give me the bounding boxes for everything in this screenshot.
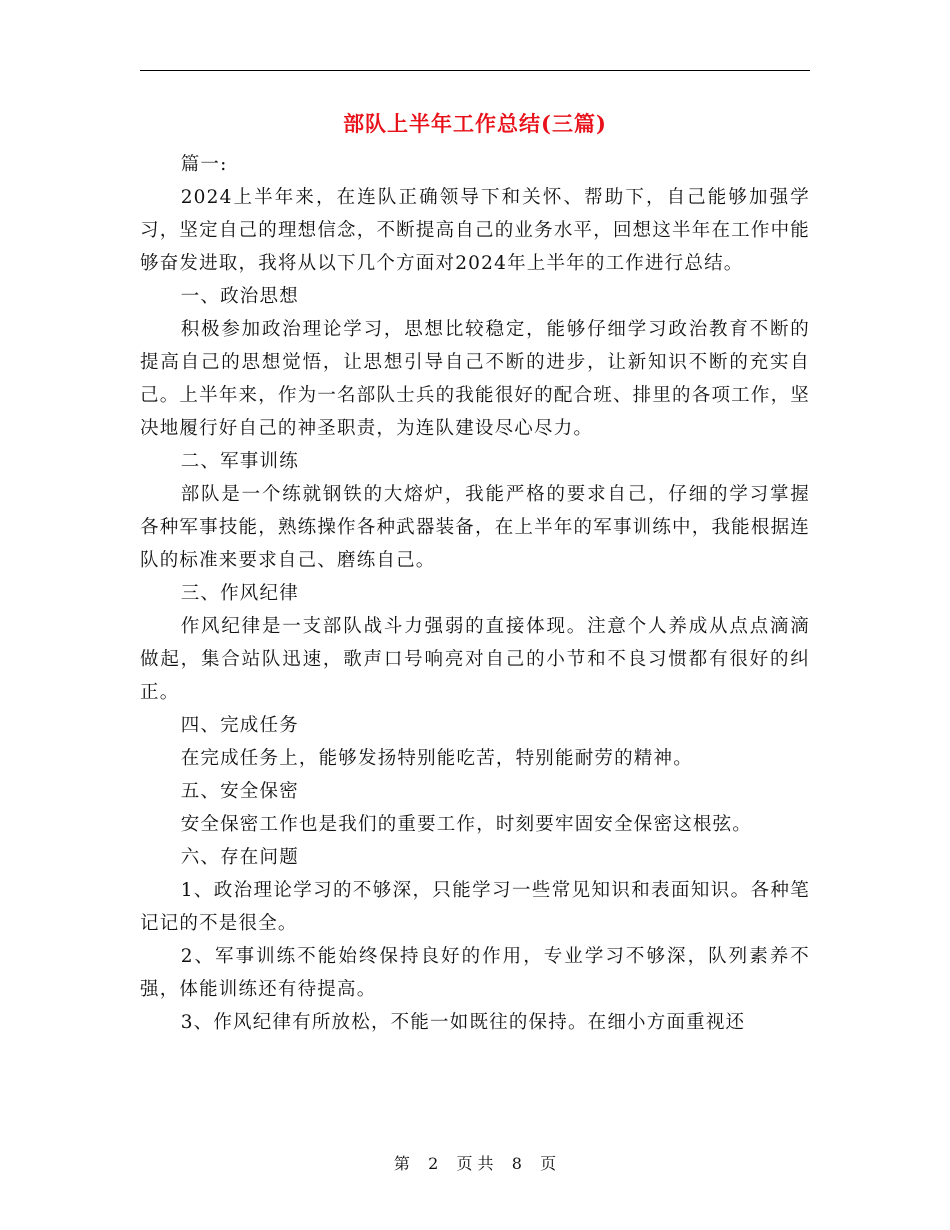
paragraph-problem-3: 3、作风纪律有所放松，不能一如既往的保持。在细小方面重视还 — [180, 1012, 746, 1033]
heading-military-training: 二、军事训练 — [180, 451, 299, 472]
paragraph-military-training: 部队是一个练就钢铁的大熔炉，我能严格的要求自己，仔细的学习掌握各种军事技能，熟练操作各种武器装备，在上半年的军事训练中，我能根据连队的标准来要求自己、磨练自己。 — [140, 484, 810, 571]
paragraph-security: 安全保密工作也是我们的重要工作，时刻要牢固安全保密这根弦。 — [180, 814, 752, 835]
paragraph-section-label: 篇一: — [180, 154, 228, 175]
footer-total-pages: 8 — [511, 1154, 522, 1173]
paragraph-problem-2: 2、军事训练不能始终保持良好的作用，专业学习不够深，队列素养不强，体能训练还有待提高。 — [140, 946, 810, 1000]
footer-prefix: 第 — [393, 1154, 410, 1173]
paragraph-discipline: 作风纪律是一支部队战斗力强弱的直接体现。注意个人养成从点点滴滴做起，集合站队迅速，歌声口号响亮对自己的小节和不良习惯都有很好的纠正。 — [140, 616, 810, 703]
heading-discipline: 三、作风纪律 — [180, 583, 299, 604]
paragraph-intro: 2024上半年来，在连队正确领导下和关怀、帮助下，自己能够加强学习，坚定自己的理想信念，不断提高自己的业务水平，回想这半年在工作中能够奋发进取，我将从以下几个方面对2024年上半年的工作进行总结。 — [140, 187, 810, 274]
document-title: 部队上半年工作总结(三篇) — [343, 111, 607, 136]
heading-political-thought: 一、政治思想 — [180, 286, 299, 307]
heading-security: 五、安全保密 — [180, 781, 299, 802]
paragraph-political-thought: 积极参加政治理论学习，思想比较稳定，能够仔细学习政治教育不断的提高自己的思想觉悟，让思想引导自己不断的进步，让新知识不断的充实自己。上半年来，作为一名部队士兵的我能很好的配合班、排里的各项工作，坚决地履行好自己的神圣职责，为连队建设尽心尽力。 — [140, 319, 810, 439]
document-body — [140, 148, 810, 1039]
header-rule — [140, 70, 810, 71]
page-footer — [0, 1152, 950, 1176]
paragraph-tasks: 在完成任务上，能够发扬特别能吃苦，特别能耐劳的精神。 — [180, 748, 693, 769]
paragraph-problem-1: 1、政治理论学习的不够深，只能学习一些常见知识和表面知识。各种笔记记的不是很全。 — [140, 880, 810, 934]
footer-suffix: 页 — [540, 1154, 557, 1173]
heading-problems: 六、存在问题 — [180, 847, 299, 868]
footer-page-number: 2 — [428, 1154, 439, 1173]
footer-middle: 页 共 — [456, 1154, 494, 1173]
heading-tasks: 四、完成任务 — [180, 715, 299, 736]
